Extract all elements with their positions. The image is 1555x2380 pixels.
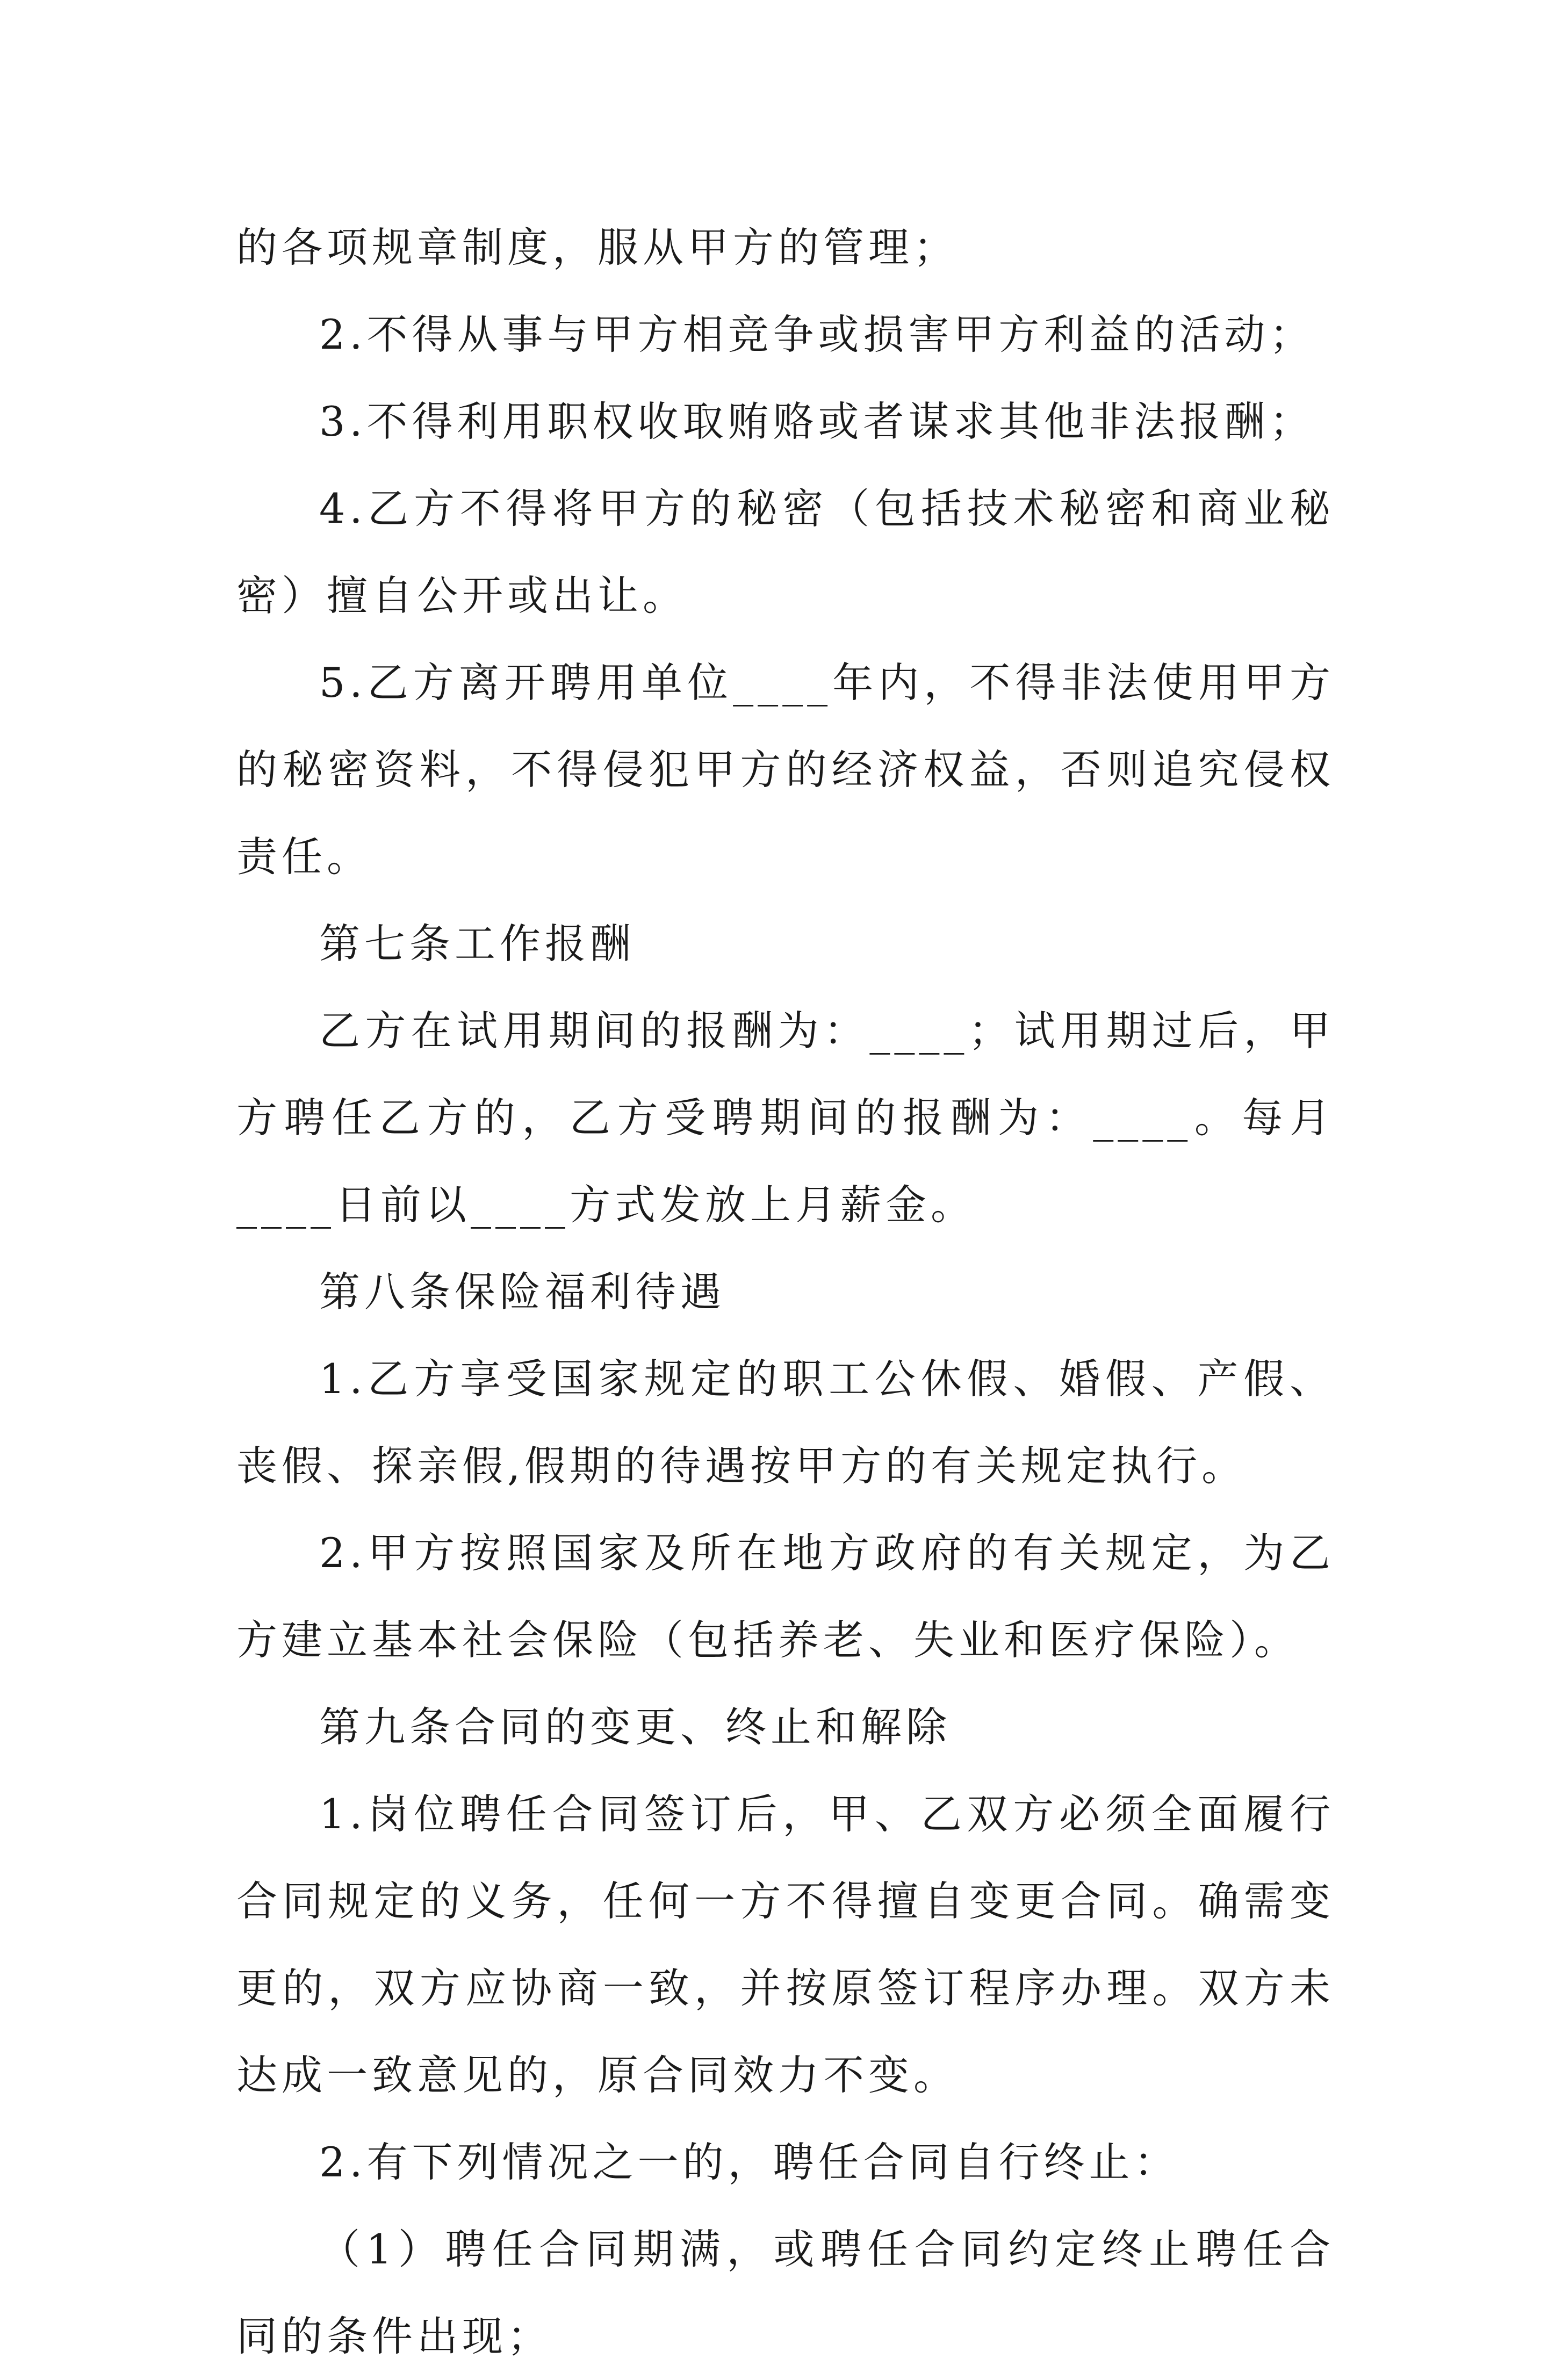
paragraph-article-9-clause-1: 1.岗位聘任合同签订后，甲、乙双方必须全面履行合同规定的义务，任何一方不得擅自变更合同。确需变更的，双方应协商一致，并按原签订程序办理。双方未达成一致意见的，原合同效力不变。 — [236, 1790, 1335, 2099]
paragraph-clause-3-no-bribery: 3.不得利用职权收取贿赂或者谋求其他非法报酬； — [319, 398, 1315, 445]
heading-article-9: 第九条合同的变更、终止和解除 — [319, 1703, 951, 1751]
heading-article-8: 第八条保险福利待遇 — [319, 1268, 725, 1316]
paragraph-article-9-item-1: （1）聘任合同期满，或聘任合同约定终止聘任合同的条件出现； — [236, 2225, 1335, 2360]
document-body — [236, 204, 1335, 2380]
paragraph-clause-2-no-competition: 2.不得从事与甲方相竞争或损害甲方利益的活动； — [319, 311, 1315, 358]
paragraph-regulations-continued: 的各项规章制度，服从甲方的管理； — [236, 223, 959, 271]
paragraph-article-9-clause-2: 2.有下列情况之一的，聘任合同自行终止： — [319, 2138, 1179, 2186]
paragraph-clause-5-after-leaving: 5.乙方离开聘用单位____年内，不得非法使用甲方的秘密资料，不得侵犯甲方的经济权益，否则追究侵权责任。 — [236, 659, 1335, 881]
heading-article-7: 第七条工作报酬 — [319, 920, 635, 968]
paragraph-article-8-clause-1: 1.乙方享受国家规定的职工公休假、婚假、产假、丧假、探亲假,假期的待遇按甲方的有关规定执行。 — [236, 1355, 1335, 1490]
paragraph-clause-4-secrets: 4.乙方不得将甲方的秘密（包括技术秘密和商业秘密）擅自公开或出让。 — [236, 485, 1335, 619]
paragraph-article-8-clause-2: 2.甲方按照国家及所在地方政府的有关规定，为乙方建立基本社会保险（包括养老、失业和医疗保险）。 — [236, 1529, 1335, 1664]
paragraph-article-7-pay: 乙方在试用期间的报酬为：____；试用期过后，甲方聘任乙方的，乙方受聘期间的报酬为：____。每月____日前以____方式发放上月薪金。 — [236, 1007, 1335, 1229]
